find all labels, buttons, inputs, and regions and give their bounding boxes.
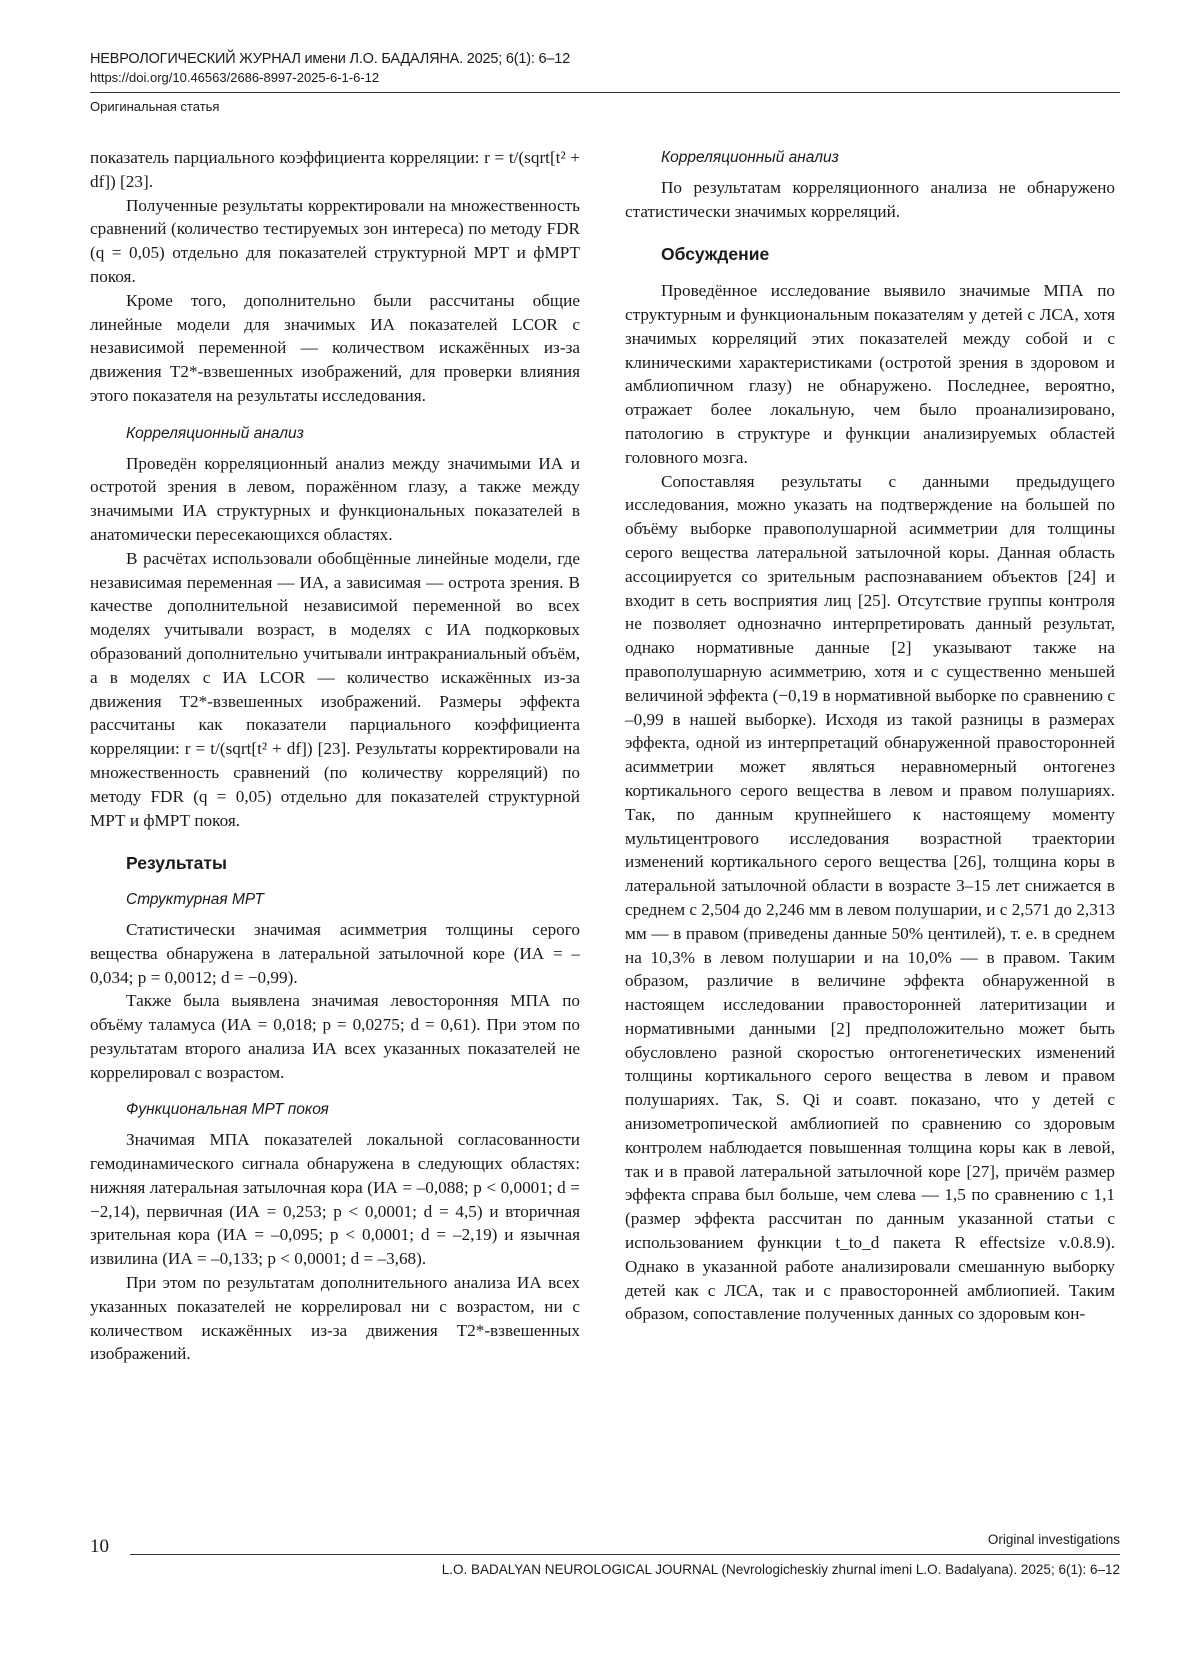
subsection-heading: Структурная МРТ <box>126 891 264 909</box>
right-column <box>625 146 1115 1326</box>
header-rule <box>90 92 1120 93</box>
section-heading-results: Результаты <box>126 853 227 874</box>
subsection-heading: Функциональная МРТ покоя <box>126 1101 329 1119</box>
running-header <box>90 50 1120 114</box>
paragraph: Значимая МПА показателей локальной согласованности гемодинамического сигнала обнаружена в следующих областях: нижняя латеральная затылочная кора (ИА = –0,088; p < 0,0001; d = −2,14), первичная (ИА = 0,253; p < 0,0001; d = 4,5) и вторичная зрительная кора (ИА = –0,095; p < 0,0001; d = –2,19) и язычная извилина (ИА = –0,133; p < 0,0001; d = –3,68). <box>90 1130 580 1269</box>
footer-journal: L.O. BADALYAN NEUROLOGICAL JOURNAL (Nevrologicheskiy zhurnal imeni L.O. Badalyana). 2025; 6(1): 6–12 <box>441 1562 1120 1577</box>
left-column <box>90 146 580 1366</box>
footer-category: Original investigations <box>987 1532 1120 1547</box>
paragraph: По результатам корреляционного анализа не обнаружено статистически значимых корреляций. <box>625 177 1115 221</box>
paragraph: Полученные результаты корректировали на множественность сравнений (количество тестируемых зон интереса) по методу FDR (q = 0,05) отдельно для показателей структурной МРТ и фМРТ покоя. <box>90 195 580 286</box>
paragraph: Кроме того, дополнительно были рассчитаны общие линейные модели для значимых ИА показателей LCOR с независимой переменной — количеством искажённых из-за движения T2*-взвешенных изображений, для проверки влияния этого показателя на результаты исследования. <box>90 290 580 405</box>
paragraph: показатель парциального коэффициента корреляции: r = t/(sqrt[t² + df]) [23]. <box>90 148 580 191</box>
section-heading-discussion: Обсуждение <box>661 244 770 265</box>
subsection-heading: Корреляционный анализ <box>661 149 839 166</box>
paragraph: Статистически значимая асимметрия толщины серого вещества обнаружена в латеральной затылочной коре (ИА = –0,034; p = 0,0012; d = −0,99). <box>90 919 580 987</box>
subsection-heading: Корреляционный анализ <box>126 424 304 442</box>
paragraph: При этом по результатам дополнительного анализа ИА всех указанных показателей не коррелировал ни с возрастом, ни с количеством искажённых из-за движения T2*-взвешенных изображений. <box>90 1273 580 1364</box>
page-number: 10 <box>90 1536 109 1557</box>
paragraph: Также была выявлена значимая левосторонняя МПА по объёму таламуса (ИА = 0,018; p = 0,0275; d = 0,61). При этом по результатам второго анализа ИА всех указанных показателей не коррелировал с возрастом. <box>90 991 580 1082</box>
paragraph: В расчётах использовали обобщённые линейные модели, где независимая переменная — ИА, а зависимая — острота зрения. В качестве дополнительной независимой переменной во всех моделях учитывали возраст, в моделях с ИА подкорковых образований дополнительно учитывали интракраниальный объём, а в моделях с ИА LCOR — количество искажённых из-за движения T2*-взвешенных изображений. Размеры эффекта рассчитаны как показатели парциального коэффициента корреляции: r = t/(sqrt[t² + df]) [23]. Результаты корректировали на множественность сравнений (по количеству корреляций) по методу FDR (q = 0,05) отдельно для показателей структурной МРТ и фМРТ покоя. <box>90 548 580 830</box>
paragraph: Проведён корреляционный анализ между значимыми ИА и остротой зрения в левом, поражённом глазу, а также между значимыми ИА структурных и функциональных показателей в анатомически пересекающихся областях. <box>90 453 580 544</box>
doi-link[interactable]: https://doi.org/10.46563/2686-8997-2025-6-1-6-12 <box>90 70 380 85</box>
article-type: Оригинальная статья <box>90 99 220 114</box>
paragraph: Проведённое исследование выявило значимые МПА по структурным и функциональным показателям у детей с ЛСА, хотя значимых корреляций этих показателей между собой и с клиническими характеристиками (остротой зрения в здоровом и амблиопичном глазу) не обнаружено. Последнее, вероятно, отражает более локальную, чем было проанализировано, патологию в структуре и функции анализируемых областей головного мозга. <box>625 281 1115 467</box>
paragraph: Сопоставляя результаты с данными предыдущего исследования, можно указать на подтверждение на большей по объёму выборке правополушарной асимметрии для толщины серого вещества латеральной затылочной коры. Данная область ассоциируется со зрительным распознаванием объектов [24] и входит в сеть восприятия лиц [25]. Отсутствие группы контроля не позволяет однозначно интерпретировать данный результат, однако нормативные данные [2] указывают также на правополушарную асимметрию, хотя и с существенно меньшей величиной эффекта (−0,19 в нормативной выборке по сравнению с –0,99 в нашей выборке). Исходя из такой разницы в размерах эффекта, одной из интерпретаций обнаруженной правосторонней асимметрии может являться неравномерный онтогенез кортикального серого вещества в левом и правом полушариях. Так, по данным крупнейшего к настоящему моменту мультицентрового исследования возрастной траектории изменений кортикального серого вещества [26], толщина коры в латеральной затылочной области в возрасте 3–15 лет снижается в среднем с 2,504 до 2,246 мм в левом полушарии, и с 2,571 до 2,313 мм — в правом (приведены данные 50% центилей), т. е. в среднем на 10,3% в левом полушарии и на 10,0% — в правом. Таким образом, различие в величине эффекта обнаруженной в настоящем исследовании правосторонней латеритизации и нормативными данными [2] предположительно может быть обусловлено разной скоростью онтогенетических изменений толщины кортикального серого вещества в левом и правом полушариях. Так, S. Qi и соавт. показано, что у детей с анизометропической амблиопией по сравнению со здоровым контролем наблюдается повышенная толщина коры как в левой, так и в правой латеральной затылочной коре [27], причём размер эффекта справа был больше, чем слева — 1,5 по сравнению с 1,1 (размер эффекта рассчитан по данным указанной статьи с использованием функции t_to_d пакета R effectsize v.0.8.9). Однако в указанной работе анализировали смешанную выборку детей как с ЛСА, так и с правосторонней амблиопией. Таким образом, сопоставление полученных данных со здоровым кон- <box>625 471 1115 1324</box>
footer-rule <box>130 1554 1120 1555</box>
journal-title: НЕВРОЛОГИЧЕСКИЙ ЖУРНАЛ имени Л.О. БАДАЛЯНА. 2025; 6(1): 6–12 <box>90 51 570 67</box>
